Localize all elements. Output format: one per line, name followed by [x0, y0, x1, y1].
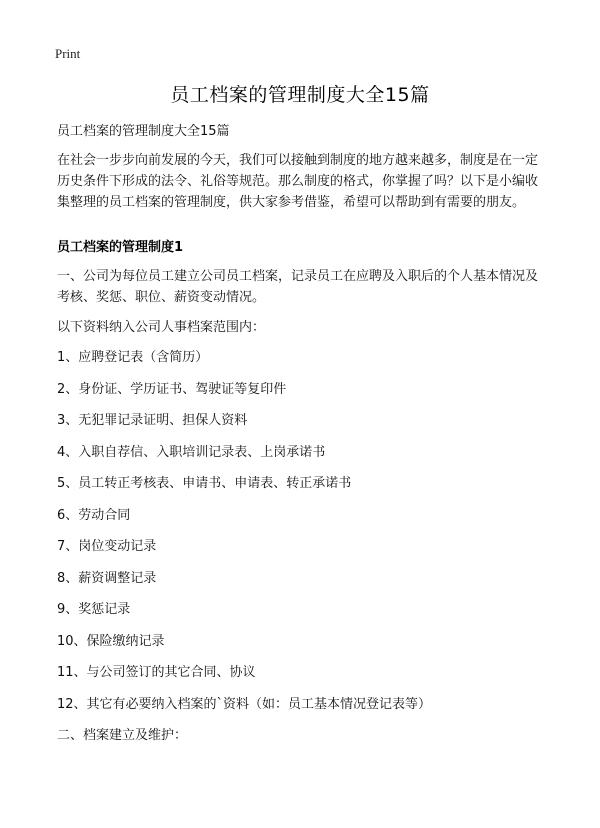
- document-title: 员工档案的管理制度大全15篇: [170, 84, 430, 106]
- list-item: 5、员工转正考核表、申请书、申请表、转正承诺书: [57, 476, 352, 491]
- list-item: 3、无犯罪记录证明、担保人资料: [57, 413, 248, 428]
- list-item: 2、身份证、学历证书、驾驶证等复印件: [57, 381, 287, 397]
- list-item: 6、劳动合同: [57, 507, 131, 523]
- section-heading-2: 二、档案建立及维护：: [57, 728, 188, 743]
- list-item: 9、奖惩记录: [57, 602, 131, 617]
- section-paragraph: 一、公司为每位员工建立公司员工档案，记录员工在应聘及入职后的个人基本情况及考核、奖惩、职位、薪资变动情况。: [57, 269, 539, 305]
- list-item: 11、与公司签订的其它合同、协议: [57, 665, 256, 680]
- list-item: 10、保险缴纳记录: [57, 633, 165, 649]
- document-subtitle: 员工档案的管理制度大全15篇: [57, 124, 230, 139]
- intro-paragraph: 在社会一步步向前发展的今天，我们可以接触到制度的地方越来越多，制度是在一定历史条件下形成的法令、礼俗等规范。那么制度的格式，你掌握了吗？以下是小编收集整理的员工档案的管理制度，供大家参考借鉴，希望可以帮助到有需要的朋友。: [57, 153, 539, 210]
- section-heading: 员工档案的管理制度1: [57, 240, 184, 255]
- archive-items-list: [57, 346, 431, 724]
- list-item: 12、其它有必要纳入档案的`资料（如：员工基本情况登记表等）: [57, 696, 432, 712]
- scope-line: 以下资料纳入公司人事档案范围内：: [57, 320, 266, 335]
- list-item: 1、应聘登记表（含简历）: [57, 350, 209, 365]
- list-item: 7、岗位变动记录: [57, 539, 157, 554]
- list-item: 8、薪资调整记录: [57, 570, 157, 586]
- print-label: Print: [55, 46, 81, 61]
- list-item: 4、入职自荐信、入职培训记录表、上岗承诺书: [57, 444, 326, 460]
